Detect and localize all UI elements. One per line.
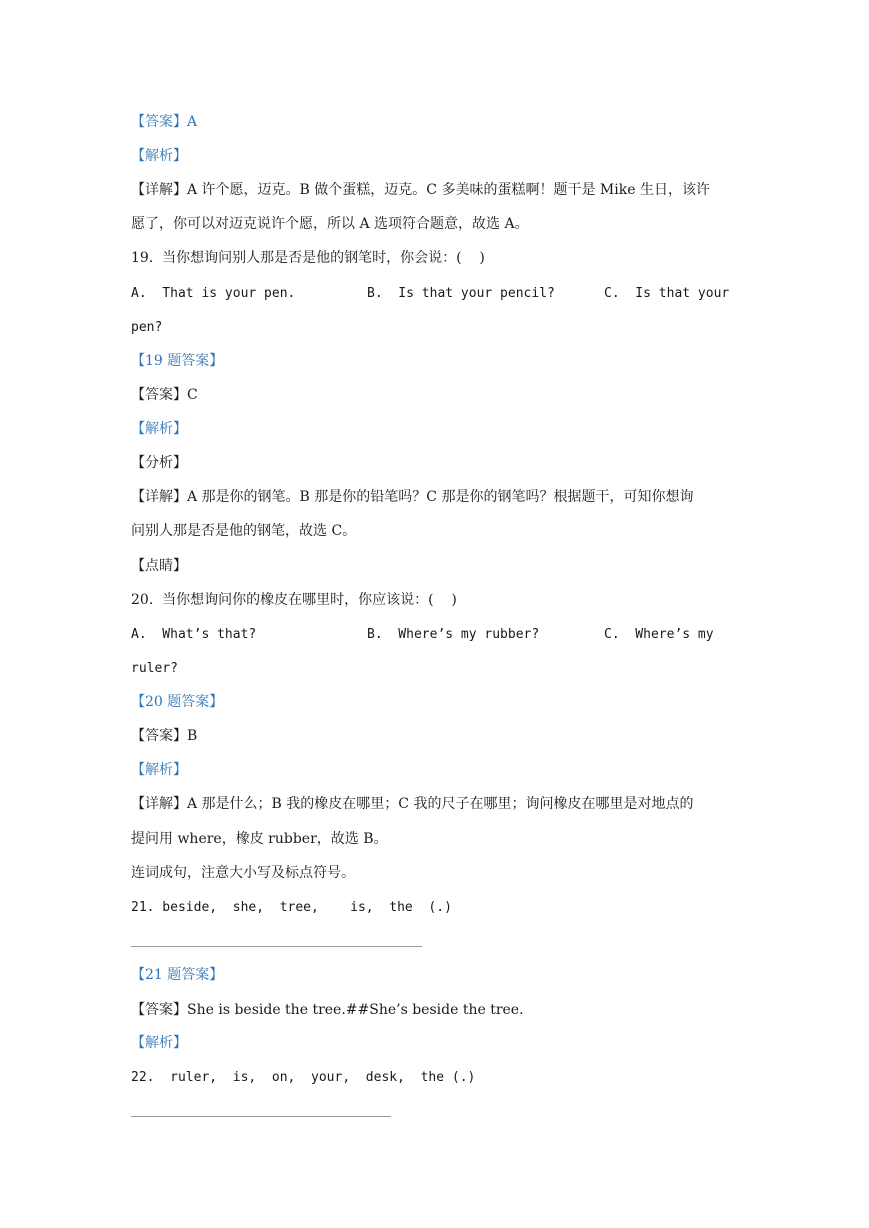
q20-detail-line-2: 提问用 where，橡皮 rubber，故选 B。 — [131, 831, 388, 847]
question-19: 19. 当你想询问别人那是否是他的钢笔时，你会说：( ) — [131, 250, 485, 266]
question-22: 22. ruler, is, on, your, desk, the (.) — [131, 1070, 476, 1085]
q19-detail-line-2: 问别人那是否是他的钢笔，故选 C。 — [131, 523, 357, 539]
q20-analysis-label: 【解析】 — [131, 762, 187, 778]
q20-option-c-cont: ruler? — [131, 661, 178, 676]
q19-detail-line-1: 【详解】A 那是你的钢笔。B 那是你的铅笔吗？C 那是你的钢笔吗？根据题干，可知你想询 — [131, 489, 694, 505]
answer-label: 【答案】A — [131, 114, 198, 130]
detail-line-2: 愿了，你可以对迈克说许个愿，所以 A 选项符合题意，故选 A。 — [131, 216, 529, 232]
q19-option-a: A. That is your pen. — [131, 286, 296, 301]
section-instruction: 连词成句，注意大小写及标点符号。 — [131, 865, 355, 881]
q22-answer-blank — [131, 1116, 391, 1117]
q20-answer-tag: 【20 题答案】 — [131, 694, 224, 710]
q20-option-b: B. Where’s my rubber? — [367, 627, 540, 642]
q21-analysis-label: 【解析】 — [131, 1035, 187, 1051]
q20-answer: 【答案】B — [131, 728, 198, 744]
q21-answer: 【答案】She is beside the tree.##She’s beside the tree. — [131, 1002, 524, 1018]
q19-option-c: C. Is that your — [604, 286, 730, 301]
q19-analysis-label: 【解析】 — [131, 421, 187, 437]
q21-answer-blank — [131, 946, 422, 947]
q20-option-c: C. Where’s my — [604, 627, 714, 642]
q21-answer-tag: 【21 题答案】 — [131, 967, 224, 983]
q19-dianjing-label: 【点睛】 — [131, 558, 187, 574]
question-20: 20. 当你想询问你的橡皮在哪里时，你应该说：( ) — [131, 592, 457, 608]
q19-answer: 【答案】C — [131, 387, 198, 403]
q19-option-b: B. Is that your pencil? — [367, 286, 555, 301]
q19-answer-tag: 【19 题答案】 — [131, 353, 224, 369]
q20-option-a: A. What’s that? — [131, 627, 257, 642]
question-21: 21. beside, she, tree, is, the (.) — [131, 900, 452, 915]
q20-detail-line-1: 【详解】A 那是什么；B 我的橡皮在哪里；C 我的尺子在哪里；询问橡皮在哪里是对地点的 — [131, 796, 694, 812]
analysis-label: 【解析】 — [131, 148, 187, 164]
detail-line-1: 【详解】A 许个愿，迈克。B 做个蛋糕，迈克。C 多美味的蛋糕啊！题干是 Mike 生日，该许 — [131, 182, 710, 198]
q19-option-c-cont: pen? — [131, 320, 163, 335]
q19-fenxi-label: 【分析】 — [131, 455, 187, 471]
